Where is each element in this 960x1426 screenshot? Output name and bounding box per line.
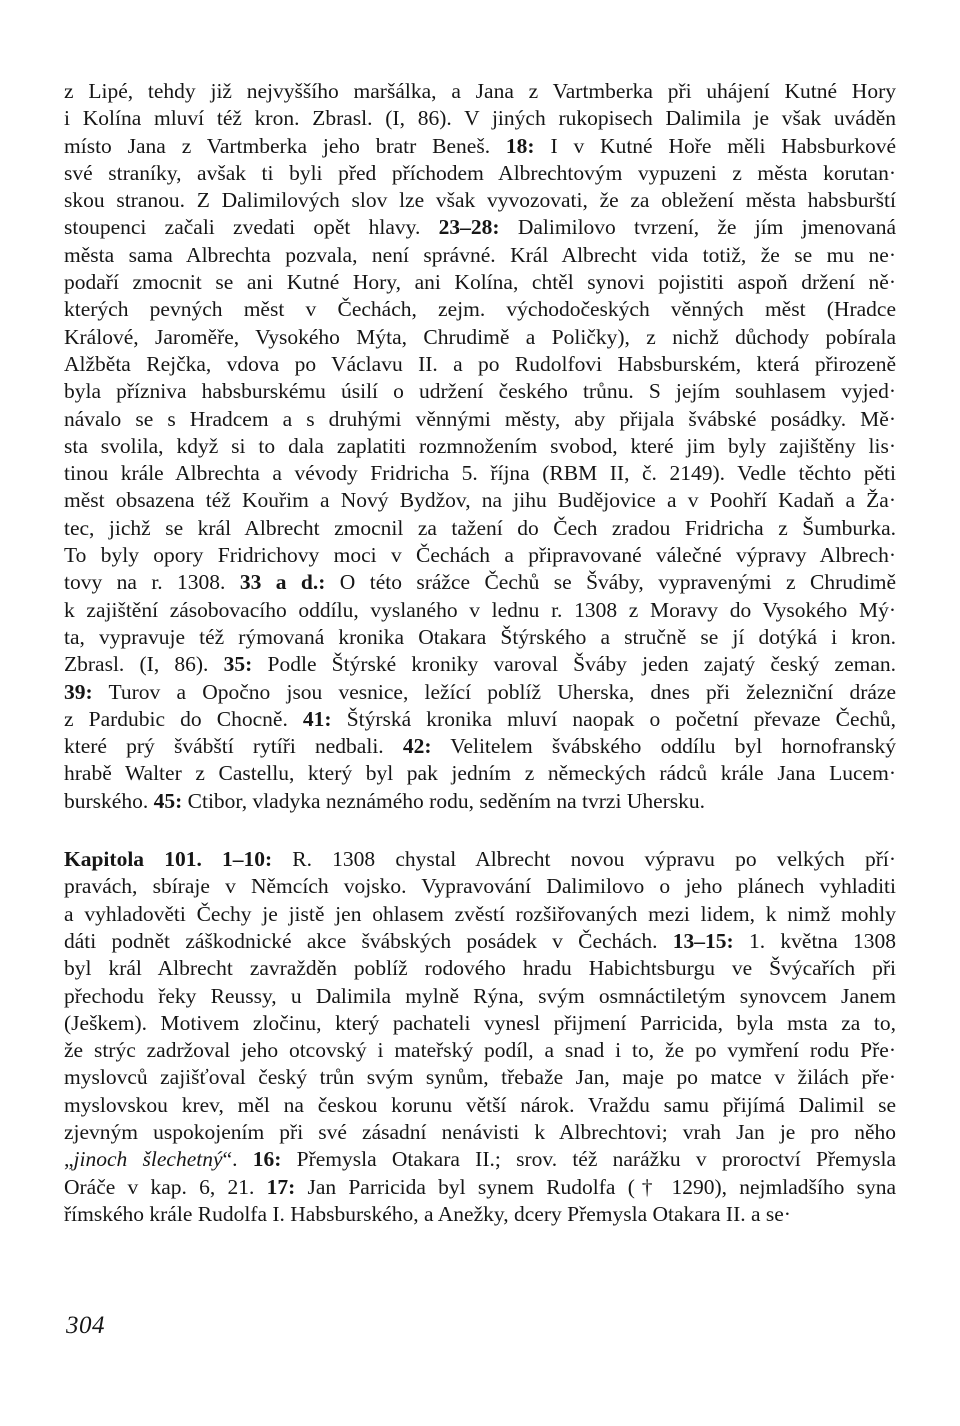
- verse-reference: 41:: [302, 706, 332, 731]
- text-line: [64, 133, 896, 160]
- text-line: [64, 624, 896, 651]
- text-segment: Králové, Jaroměře, Vysokého Mýta, Chrudimě a Poličky), z nichž důchody pobírala: [64, 324, 896, 349]
- text-line: [64, 679, 896, 706]
- text-line: [64, 515, 896, 542]
- text-segment: místo Jana z Vartmberka jeho bratr Beneš.: [64, 133, 506, 158]
- text-segment: (Ješkem). Motivem zločinu, který pachateli vynesl přijmení Parricida, byla msta za to,: [64, 1010, 896, 1035]
- text-segment: podaří zmocnit se ani Kutné Hory, ani Kolína, chtěl synovi pojistiti aspoň držení ně·: [64, 270, 896, 295]
- text-segment: byl král Albrecht zavražděn poblíž rodového hradu Habichtsburgu ve Švýcařích při: [64, 956, 896, 981]
- text-segment: Podle Štýrské kroniky varoval Šváby jeden zajatý český zeman.: [252, 652, 897, 677]
- verse-reference: 17:: [266, 1174, 296, 1199]
- text-segment: z Pardubic do Chocně.: [64, 706, 303, 731]
- text-segment: k zajištění zásobovacího oddílu, vyslaného v lednu r. 1308 z Moravy do Vysokého Mý·: [64, 597, 896, 622]
- text-segment: Velitelem švábského oddílu byl hornofranský: [431, 734, 896, 759]
- text-segment: Dalimilovo tvrzení, že jím jmenovaná: [499, 215, 896, 240]
- text-segment: Turov a Opočno jsou vesnice, ležící poblíž Uherska, dnes při železniční dráze: [92, 679, 896, 704]
- text-segment: pravách, sbíraje v Němcích vojsko. Vypravování Dalimilovo o jeho plánech vyhladiti: [64, 874, 896, 899]
- text-segment: myslovců zajišťoval český trůn svým synům, třebaže Jan, maje po matce v žilách pře·: [64, 1065, 896, 1090]
- quoted-text: jinoch šlechetný: [73, 1147, 223, 1172]
- text-line: [64, 105, 896, 132]
- text-line: [64, 1174, 896, 1201]
- text-line: [64, 242, 896, 269]
- text-line: [64, 406, 896, 433]
- text-segment: Ctibor, vladyka neznámého rodu, seděním na tvrzi Uhersku.: [182, 788, 706, 813]
- text-line: [64, 873, 896, 900]
- text-line: [64, 1037, 896, 1064]
- text-line: [64, 296, 896, 323]
- text-line: [64, 160, 896, 187]
- text-segment: z Lipé, tehdy již nejvyššího maršálka, a Jana z Vartmberka při uhájení Kutné Hory: [64, 79, 896, 103]
- text-segment: byla přízniva habsburskému úsilí o udržení českého trůnu. S jejím souhlasem vyjed·: [64, 379, 896, 404]
- text-line: [64, 1201, 896, 1228]
- text-segment: O této srážce Čechů se Šváby, vypravenými z Chrudimě: [325, 570, 896, 595]
- text-segment: [202, 847, 222, 871]
- text-segment: stoupenci začali zvedati opět hlavy.: [64, 215, 439, 240]
- text-segment: „: [64, 1147, 74, 1172]
- text-segment: “.: [222, 1147, 253, 1172]
- verse-reference: 1–10:: [221, 847, 273, 872]
- verse-reference: 45:: [153, 788, 183, 813]
- text-segment: které prý švábští rytíři nedbali.: [64, 734, 403, 759]
- text-line: [64, 378, 896, 405]
- text-line: [64, 460, 896, 487]
- verse-reference: 23–28:: [438, 215, 500, 240]
- text-line: [64, 788, 896, 815]
- text-line: [64, 955, 896, 982]
- text-line: [64, 351, 896, 378]
- text-line: [64, 597, 896, 624]
- text-segment: tinou krále Albrechta a vévody Fridricha 5. října (RBM II, č. 2149). Vedle těchto pěti: [64, 461, 896, 486]
- text-segment: I v Kutné Hoře měli Habsburkové: [534, 133, 896, 158]
- text-segment: To byly opory Fridrichovy moci v Čechách a připravované válečné výpravy Albrech·: [64, 543, 896, 568]
- text-segment: že strýc zadržoval jeho otcovský i mateřský podíl, a snad i to, že po vymření rodu Pře·: [64, 1038, 896, 1063]
- text-line: [64, 846, 896, 873]
- text-line: [64, 1010, 896, 1037]
- text-segment: sta svolila, když si to dala zaplatiti rozmnožením svobod, které jim byly zajištěny lis·: [64, 433, 896, 458]
- text-line: [64, 433, 896, 460]
- verse-reference: 35:: [223, 652, 253, 677]
- text-line: [64, 487, 896, 514]
- text-line: [64, 983, 896, 1010]
- text-segment: návalo se s Hradcem a s druhými věnnými městy, aby přijala švábské posádky. Mě·: [64, 406, 896, 431]
- text-segment: přechodu řeky Reussy, u Dalimila mylně Rýna, svým osmnáctiletým synovcem Janem: [64, 983, 896, 1008]
- text-segment: Jan Parricida byl synem Rudolfa († 1290), nejmladšího syna: [295, 1174, 896, 1199]
- text-segment: a vyhladověti Čechy je jistě jen ohlasem zvěstí rozšiřovaných mezi lidem, k nimž mohly: [64, 901, 896, 926]
- text-line: [64, 1064, 896, 1091]
- text-line: [64, 324, 896, 351]
- text-line: [64, 187, 896, 214]
- page-number: 304: [66, 1312, 105, 1339]
- text-line: [64, 928, 896, 955]
- verse-reference: Kapitola 101.: [64, 847, 202, 872]
- paragraph-gap: [64, 815, 896, 846]
- page-body: [64, 78, 896, 1228]
- text-line: [64, 901, 896, 928]
- text-segment: Zbrasl. (I, 86).: [64, 652, 224, 677]
- text-segment: i Kolína mluví též kron. Zbrasl. (I, 86). V jiných rukopisech Dalimila je však uváděn: [64, 106, 896, 131]
- text-segment: tovy na r. 1308.: [64, 570, 240, 595]
- text-segment: 1. května 1308: [733, 928, 896, 953]
- text-line: [64, 569, 896, 596]
- verse-reference: 16:: [252, 1147, 282, 1172]
- verse-reference: 18:: [505, 133, 535, 158]
- commentary-paragraph: [64, 78, 896, 815]
- text-line: [64, 706, 896, 733]
- verse-reference: 13–15:: [672, 928, 734, 953]
- text-line: [64, 651, 896, 678]
- chapter-101-paragraph: [64, 846, 896, 1228]
- text-segment: skou stranou. Z Dalimilových slov lze však vyvozovati, že za obležení města habsburští: [64, 188, 896, 213]
- verse-reference: 33 a d.:: [239, 570, 326, 595]
- text-segment: římského krále Rudolfa I. Habsburského, a Anežky, dcery Přemysla Otakara II. a se·: [64, 1201, 791, 1226]
- text-segment: Štýrská kronika mluví naopak o početní převaze Čechů,: [331, 706, 896, 731]
- text-line: [64, 269, 896, 296]
- text-segment: Alžběta Rejčka, vdova po Václavu II. a po Rudolfovi Habsburském, která přirozeně: [64, 351, 896, 376]
- text-segment: myslovskou krev, měl na českou korunu větší nárok. Vraždu samu přijímá Dalimil se: [64, 1092, 896, 1117]
- text-line: [64, 1119, 896, 1146]
- text-segment: města sama Albrechta pozvala, není správné. Král Albrecht vida totiž, že se mu ne·: [64, 242, 896, 267]
- text-line: [64, 760, 896, 787]
- text-line: [64, 1146, 896, 1173]
- text-segment: R. 1308 chystal Albrecht novou výpravu po velkých pří·: [272, 847, 897, 872]
- text-segment: kterých pevných měst v Čechách, zejm. východočeských věnných měst (Hradce: [64, 297, 896, 322]
- text-line: [64, 1092, 896, 1119]
- text-segment: zjevným uspokojením při své zásadní nenávisti k Albrechtovi; vrah Jan je pro něho: [64, 1119, 896, 1144]
- text-segment: hrabě Walter z Castellu, který byl pak jedním z německých rádců krále Jana Lucem·: [64, 761, 896, 786]
- text-line: [64, 78, 896, 105]
- text-line: [64, 542, 896, 569]
- text-segment: Přemysla Otakara II.; srov. též narážku v proroctví Přemysla: [281, 1147, 896, 1172]
- text-line: [64, 733, 896, 760]
- text-segment: své straníky, avšak ti byli před příchodem Albrechtovým vypuzeni z města korutan·: [64, 160, 896, 185]
- text-segment: ta, vypravuje též rýmovaná kronika Otakara Štýrského a stručně se jí dotýká i kron.: [64, 624, 896, 649]
- text-segment: dáti podnět záškodnické akce švábských posádek v Čechách.: [64, 928, 673, 953]
- text-line: [64, 214, 896, 241]
- verse-reference: 39:: [64, 679, 93, 704]
- text-segment: burského.: [64, 788, 154, 813]
- text-segment: Oráče v kap. 6, 21.: [64, 1174, 267, 1199]
- text-segment: tec, jichž se král Albrecht zmocnil za tažení do Čech zradou Fridricha z Šumburka.: [64, 515, 896, 540]
- verse-reference: 42:: [402, 734, 432, 759]
- text-segment: měst obsazena též Kouřim a Nový Bydžov, na jihu Budějovice a v Poohří Kadaň a Ža·: [64, 488, 896, 513]
